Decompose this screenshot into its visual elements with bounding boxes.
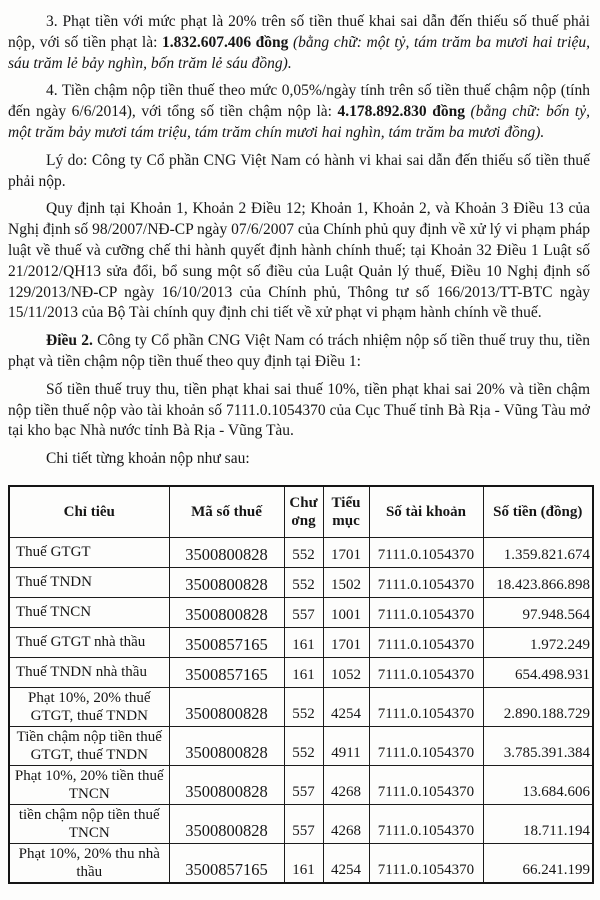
cell-so-tai-khoan: 7111.0.1054370 bbox=[369, 597, 483, 627]
cell-so-tien: 13.684.606 bbox=[483, 765, 593, 804]
penalty-20-percent-paragraph bbox=[8, 12, 590, 74]
cell-chi-tieu: Thuế GTGT bbox=[9, 537, 169, 567]
table-row bbox=[9, 765, 593, 804]
cell-ma-so-thue: 3500800828 bbox=[169, 804, 284, 843]
header-so-tai-khoan: Số tài khoản bbox=[369, 486, 483, 538]
table-row bbox=[9, 687, 593, 726]
cell-so-tien: 654.498.931 bbox=[483, 657, 593, 687]
cell-so-tai-khoan: 7111.0.1054370 bbox=[369, 567, 483, 597]
cell-chuong: 161 bbox=[284, 657, 323, 687]
table-row bbox=[9, 567, 593, 597]
table-row bbox=[9, 726, 593, 765]
table-row bbox=[9, 804, 593, 843]
table-row bbox=[9, 537, 593, 567]
table-row bbox=[9, 627, 593, 657]
cell-chi-tieu: Tiền chậm nộp tiền thuế GTGT, thuế TNDN bbox=[9, 726, 169, 765]
cell-chuong: 552 bbox=[284, 537, 323, 567]
cell-chi-tieu: tiền chậm nộp tiền thuế TNCN bbox=[9, 804, 169, 843]
cell-so-tien: 97.948.564 bbox=[483, 597, 593, 627]
cell-chi-tieu: Thuế GTGT nhà thầu bbox=[9, 627, 169, 657]
cell-so-tai-khoan: 7111.0.1054370 bbox=[369, 804, 483, 843]
penalty-20-lead: 3. Phạt tiền với mức phạt là 20% trên số tiền thuế khai sai dẫn đến thiếu số thuế phải nộp, với số tiền phạt là: bbox=[8, 13, 590, 51]
table-row bbox=[9, 597, 593, 627]
cell-chi-tieu: Phạt 10%, 20% tiền thuế TNCN bbox=[9, 765, 169, 804]
cell-ma-so-thue: 3500800828 bbox=[169, 765, 284, 804]
cell-so-tien: 1.359.821.674 bbox=[483, 537, 593, 567]
header-chuong: Chương bbox=[284, 486, 323, 538]
cell-chuong: 557 bbox=[284, 597, 323, 627]
cell-so-tien: 18.423.866.898 bbox=[483, 567, 593, 597]
cell-so-tai-khoan: 7111.0.1054370 bbox=[369, 843, 483, 883]
cell-so-tien: 18.711.194 bbox=[483, 804, 593, 843]
legal-basis-paragraph: Quy định tại Khoản 1, Khoản 2 Điều 12; Khoản 1, Khoản 2, và Khoản 3 Điều 13 của Nghị định số 98/2007/NĐ-CP ngày 07/6/2007 của Chính phủ quy định về xử lý vi phạm pháp luật về thuế và cưỡng chế thi hành quyết định hành chính thuế; tại Khoản 32 Điều 1 Luật số 21/2012/QH13 sửa đổi, bổ sung một số điều của Luật Quản lý thuế, Điều 10 Nghị định số 129/2013/NĐ-CP ngày 16/10/2013 của Chính phủ, Thông tư số 166/2013/TT-BTC ngày 15/11/2013 của Bộ Tài chính quy định chi tiết về xử phạt vi phạm hành chính về thuế. bbox=[8, 200, 590, 322]
header-so-tien: Số tiền (đồng) bbox=[483, 486, 593, 538]
cell-so-tai-khoan: 7111.0.1054370 bbox=[369, 627, 483, 657]
cell-tieu-muc: 4254 bbox=[323, 843, 369, 883]
cell-chuong: 552 bbox=[284, 567, 323, 597]
payment-account-paragraph: Số tiền thuế truy thu, tiền phạt khai sai thuế 10%, tiền phạt khai sai 20% và tiền chậm nộp tiền thuế nộp vào tài khoản số 7111.0.1054370 của Cục Thuế tỉnh Bà Rịa - Vũng Tàu mở tại kho bạc Nhà nước tỉnh Bà Rịa - Vũng Tàu. bbox=[8, 380, 590, 440]
cell-so-tai-khoan: 7111.0.1054370 bbox=[369, 726, 483, 765]
table-header-row bbox=[9, 486, 593, 538]
cell-chi-tieu: Phạt 10%, 20% thu nhà thầu bbox=[9, 843, 169, 883]
article-2-label: Điều 2. bbox=[46, 332, 98, 350]
cell-so-tien: 66.241.199 bbox=[483, 843, 593, 883]
cell-chi-tieu: Phạt 10%, 20% thuế GTGT, thuế TNDN bbox=[9, 687, 169, 726]
header-ma-so-thue: Mã số thuế bbox=[169, 486, 284, 538]
cell-so-tai-khoan: 7111.0.1054370 bbox=[369, 537, 483, 567]
penalty-20-amount-in-words: (bằng chữ: một tỷ, tám trăm ba mươi hai triệu, sáu trăm lẻ bảy nghìn, bốn trăm lẻ sáu đồng). bbox=[8, 33, 590, 72]
header-tieu-muc: Tiểu mục bbox=[323, 486, 369, 538]
cell-tieu-muc: 4254 bbox=[323, 687, 369, 726]
late-payment-amount: 4.178.892.830 đồng bbox=[337, 103, 471, 121]
cell-ma-so-thue: 3500800828 bbox=[169, 597, 284, 627]
cell-ma-so-thue: 3500800828 bbox=[169, 726, 284, 765]
cell-chuong: 552 bbox=[284, 687, 323, 726]
cell-ma-so-thue: 3500857165 bbox=[169, 843, 284, 883]
cell-so-tai-khoan: 7111.0.1054370 bbox=[369, 657, 483, 687]
cell-tieu-muc: 1701 bbox=[323, 627, 369, 657]
cell-ma-so-thue: 3500857165 bbox=[169, 657, 284, 687]
article-2-text: Công ty Cổ phần CNG Việt Nam có trách nhiệm nộp số tiền thuế truy thu, tiền phạt và tiền chậm nộp tiền thuế theo quy định tại Điều 1: bbox=[8, 332, 591, 370]
penalty-20-amount: 1.832.607.406 đồng bbox=[161, 33, 293, 51]
header-chi-tieu: Chỉ tiêu bbox=[9, 486, 169, 538]
cell-chi-tieu: Thuế TNCN bbox=[9, 597, 169, 627]
cell-tieu-muc: 1502 bbox=[323, 567, 369, 597]
cell-tieu-muc: 4268 bbox=[323, 765, 369, 804]
cell-so-tai-khoan: 7111.0.1054370 bbox=[369, 765, 483, 804]
table-row bbox=[9, 843, 593, 883]
late-payment-lead: 4. Tiền chậm nộp tiền thuế theo mức 0,05%/ngày tính trên số tiền thuế chậm nộp (tính đến ngày 6/6/2014), với tổng số tiền chậm nộp là: bbox=[8, 82, 590, 121]
cell-ma-so-thue: 3500800828 bbox=[169, 537, 284, 567]
article-2-paragraph bbox=[8, 331, 590, 373]
cell-ma-so-thue: 3500800828 bbox=[169, 687, 284, 726]
cell-tieu-muc: 1001 bbox=[323, 597, 369, 627]
cell-so-tien: 1.972.249 bbox=[483, 627, 593, 657]
table-row bbox=[9, 657, 593, 687]
cell-so-tien: 3.785.391.384 bbox=[483, 726, 593, 765]
cell-chuong: 557 bbox=[284, 804, 323, 843]
reason-paragraph: Lý do: Công ty Cổ phần CNG Việt Nam có hành vi khai sai dẫn đến thiếu số tiền thuế phải nộp. bbox=[8, 151, 590, 190]
cell-chi-tieu: Thuế TNDN bbox=[9, 567, 169, 597]
cell-chuong: 161 bbox=[284, 627, 323, 657]
cell-ma-so-thue: 3500800828 bbox=[169, 567, 284, 597]
tax-detail-table bbox=[8, 485, 594, 884]
cell-tieu-muc: 1701 bbox=[323, 537, 369, 567]
late-payment-amount-in-words: (bằng chữ: bốn tỷ, một trăm bảy mươi tám triệu, tám trăm chín mươi hai nghìn, tám trăm ba mươi đồng). bbox=[8, 103, 590, 141]
cell-tieu-muc: 4268 bbox=[323, 804, 369, 843]
cell-chuong: 557 bbox=[284, 765, 323, 804]
cell-tieu-muc: 4911 bbox=[323, 726, 369, 765]
cell-so-tien: 2.890.188.729 bbox=[483, 687, 593, 726]
late-payment-paragraph bbox=[8, 81, 590, 143]
cell-chuong: 552 bbox=[284, 726, 323, 765]
cell-tieu-muc: 1052 bbox=[323, 657, 369, 687]
cell-ma-so-thue: 3500857165 bbox=[169, 627, 284, 657]
cell-chuong: 161 bbox=[284, 843, 323, 883]
detail-intro-paragraph: Chi tiết từng khoản nộp như sau: bbox=[46, 450, 250, 468]
cell-chi-tieu: Thuế TNDN nhà thầu bbox=[9, 657, 169, 687]
cell-so-tai-khoan: 7111.0.1054370 bbox=[369, 687, 483, 726]
